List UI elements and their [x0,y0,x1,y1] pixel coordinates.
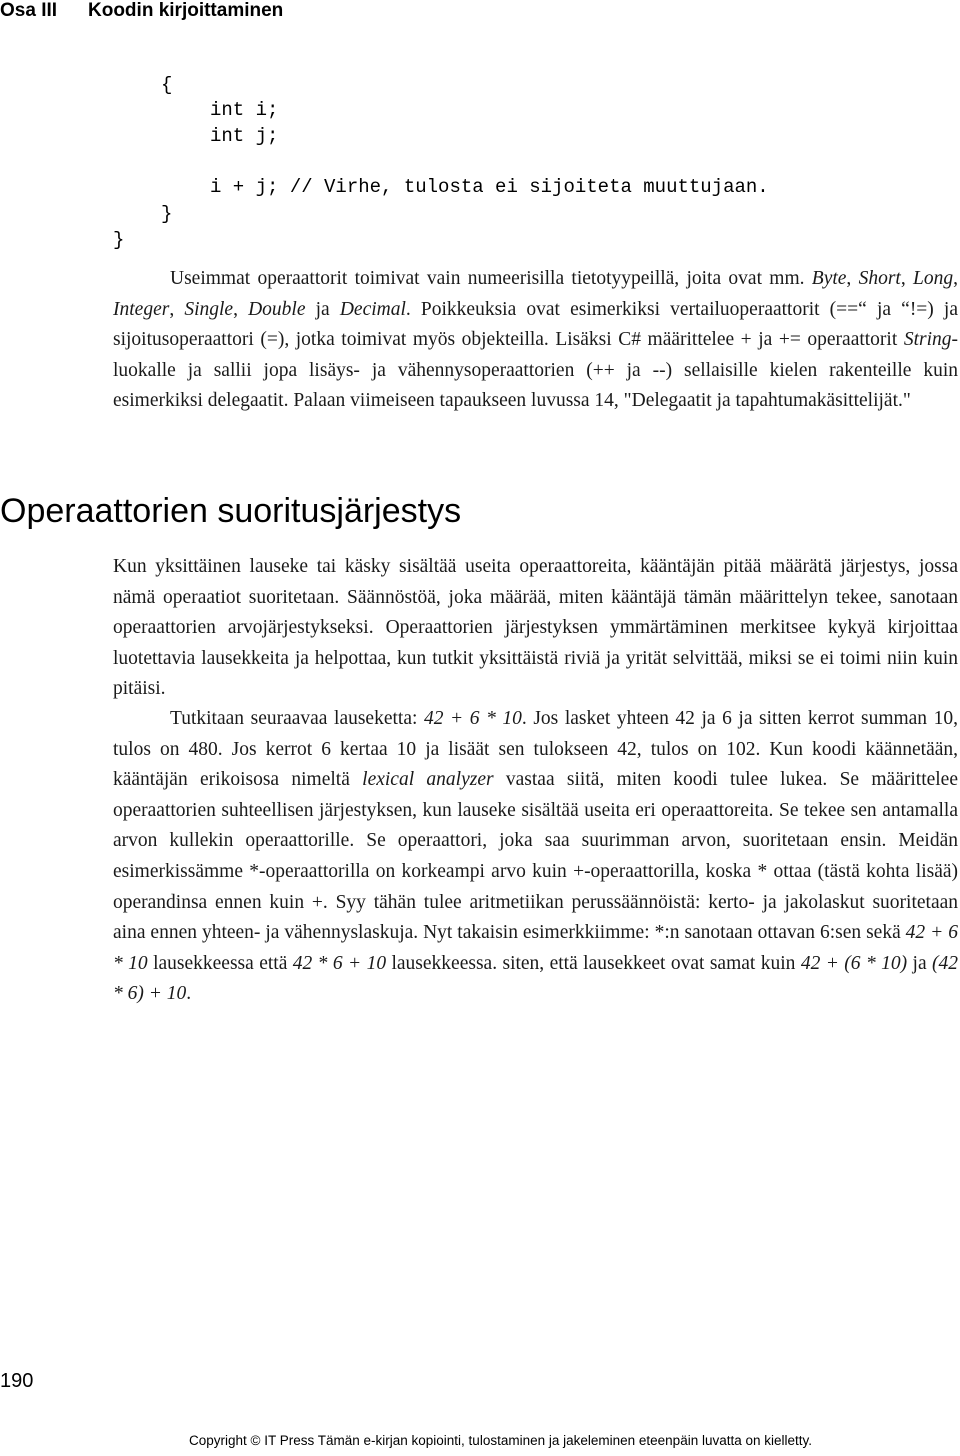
code-line: } [113,229,125,251]
paragraph-precedence-example: Tutkitaan seuraavaa lauseketta: 42 + 6 * 10. Jos lasket yhteen 42 ja 6 ja sitten kerrot summan 10, tulos on 480. Jos kerrot 6 kertaa 10 ja lisäät sen tulokseen 42, tulos on 102. Kun koodi käännetään, kääntäjän erikoisosa nimeltä lexical analyzer vastaa siitä, miten koodi tulee lukea. Se määrittelee operaattorien suhteellisen järjestyksen, kun lauseke sisältää useita eri operaattoreita. Se tekee sen antamalla arvon kullekin operaattorille. Se operaattori, joka saa suurimman arvon, suoritetaan ensin. Meidän esimerkissämme *-operaattorilla on korkeampi arvo kuin +-operaattorilla, koska * ottaa (tästä kohta lisää) operandinsa ennen kuin +. Syy tähän tulee aritmetiikan perussäännöistä: kerto- ja jakolaskut suoritetaan aina ennen yhteen- ja vähennyslaskuja. Nyt takaisin esimerkkiimme: *:n sanotaan ottavan 6:sen sekä 42 + 6 * 10 lausekkeessa että 42 * 6 + 10 lausekkeessa. siten, että lausekkeet ovat samat kuin 42 + (6 * 10) ja (42 * 6) + 10. [113,708,959,1005]
code-line: i + j; // Virhe, tulosta ei sijoiteta muuttujaan. [210,176,769,198]
paragraph-precedence-intro: Kun yksittäinen lauseke tai käsky sisältää useita operaattoreita, kääntäjän pitää määrätä järjestys, jossa nämä operaatiot suoritetaan. Säännöstöä, joka määrää, miten kääntäjä tämän määrittelyn tekee, sanotaan operaattorien arvojärjestykseksi. Operaattorien järjestyksen ymmärtäminen merkitsee kykyä kirjoittaa luotettavia lausekkeita ja helpottaa, kun tutkit yksittäistä riviä ja yrität selvittää, miksi se ei toimi niin kuin pitäisi. [113,556,958,700]
code-line: int i; [210,99,279,121]
code-line: { [161,74,173,96]
paragraph-operators: Useimmat operaattorit toimivat vain numeerisilla tietotyypeillä, joita ovat mm. Byte, Short, Long, Integer, Single, Double ja Decimal. Poikkeuksia ovat esimerkiksi vertailuoperaattorit (==“ ja “!=) ja sijoitusoperaattori (=), jotka toimivat myös objekteilla. Lisäksi C# määrittelee + ja += operaattorit String-luokalle ja sallii jopa lisäys- ja vähennysoperaattorien (++ ja --) sellaisille kielen rakenteille kuin esimerkiksi delegaatit. Palaan viimeiseen tapaukseen luvussa 14, "Delegaatit ja tapahtumakäsittelijät." [113,268,959,412]
code-line: int j; [210,125,279,147]
section-heading: Operaattorien suoritusjärjestys [0,492,462,530]
copyright-text: Copyright © IT Press Tämän e-kirjan kopiointi, tulostaminen ja jakeleminen eteenpäin luvatta on kielletty. [189,1433,813,1448]
page-number: 190 [0,1370,34,1392]
code-line: } [161,203,173,225]
chapter-title: Koodin kirjoittaminen [88,0,284,21]
part-label: Osa III [0,0,58,21]
